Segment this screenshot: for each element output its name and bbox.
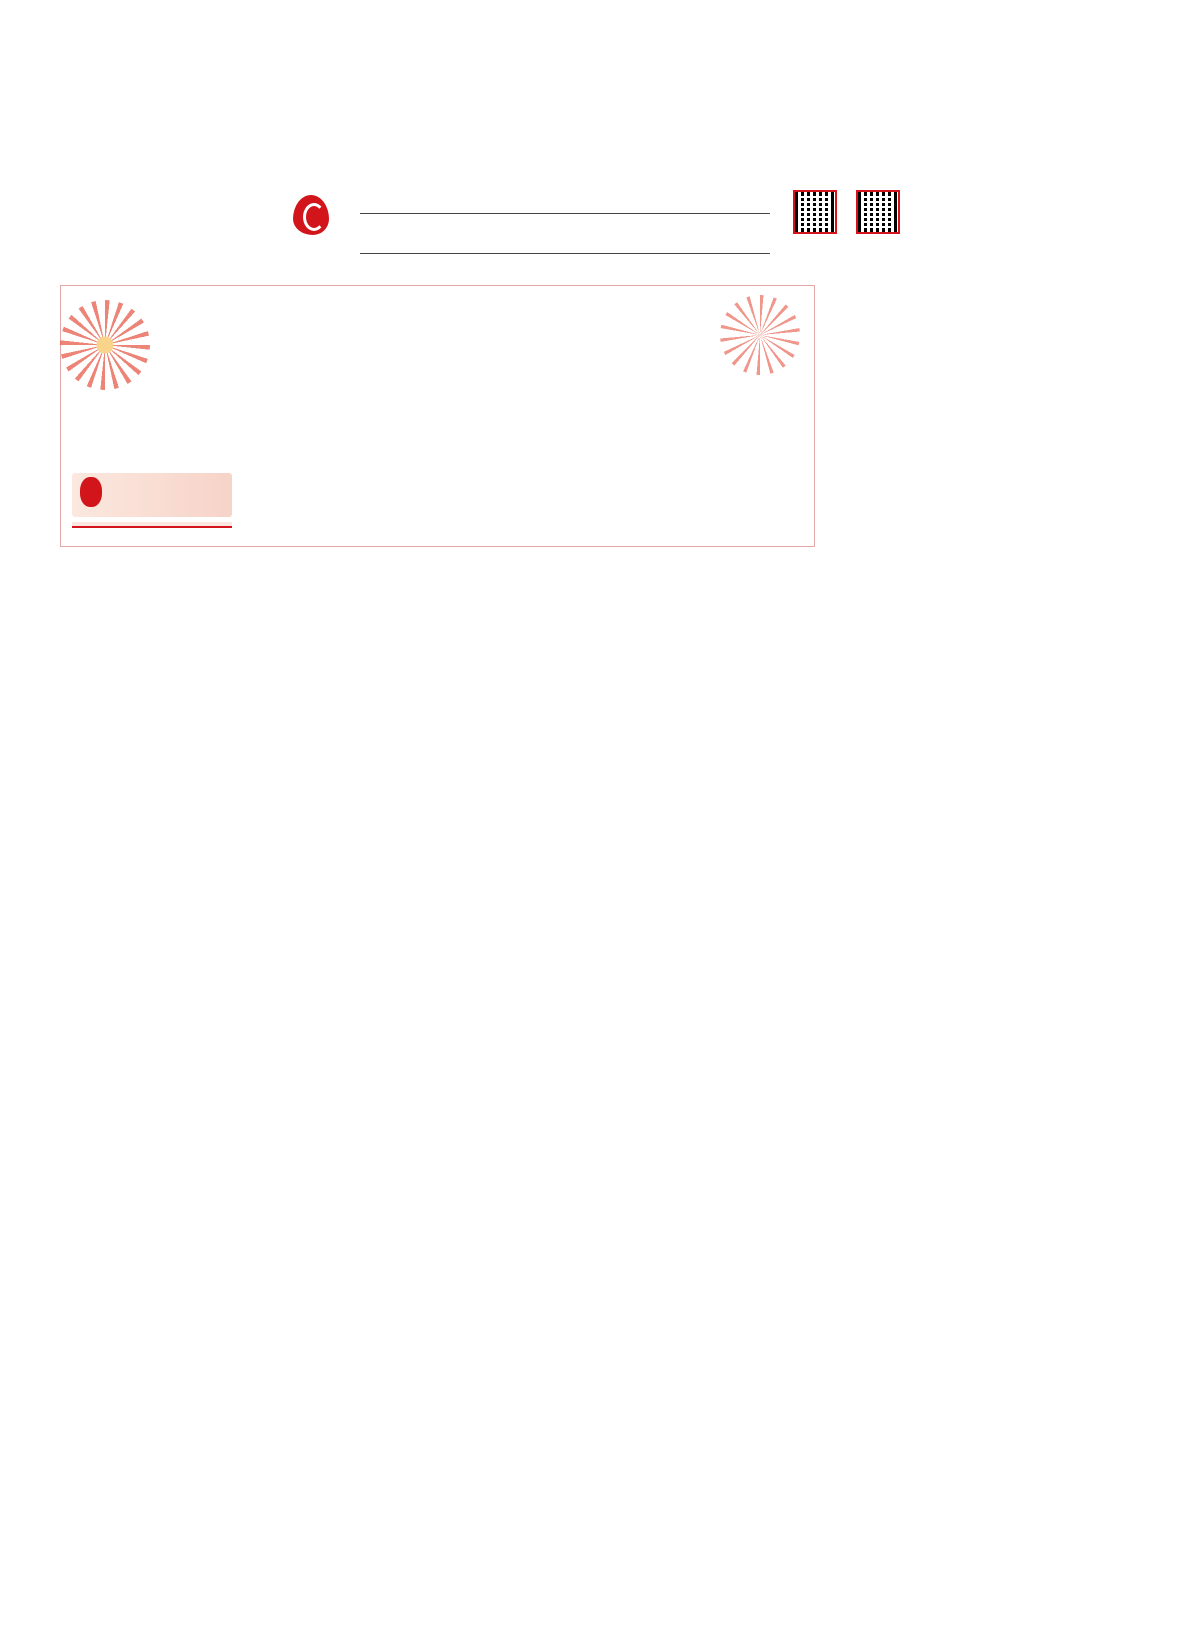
dateline-rule-top (360, 213, 770, 214)
masthead-title (144, 55, 985, 160)
dateline (360, 225, 390, 241)
publisher-logo-icon (293, 195, 329, 235)
qr-code-icon (793, 190, 837, 234)
publisher-logo (275, 195, 347, 265)
dateline-rule-bottom (360, 253, 770, 254)
qr-client[interactable] (848, 190, 908, 237)
qr-app[interactable] (785, 190, 845, 237)
qr-code-icon (856, 190, 900, 234)
